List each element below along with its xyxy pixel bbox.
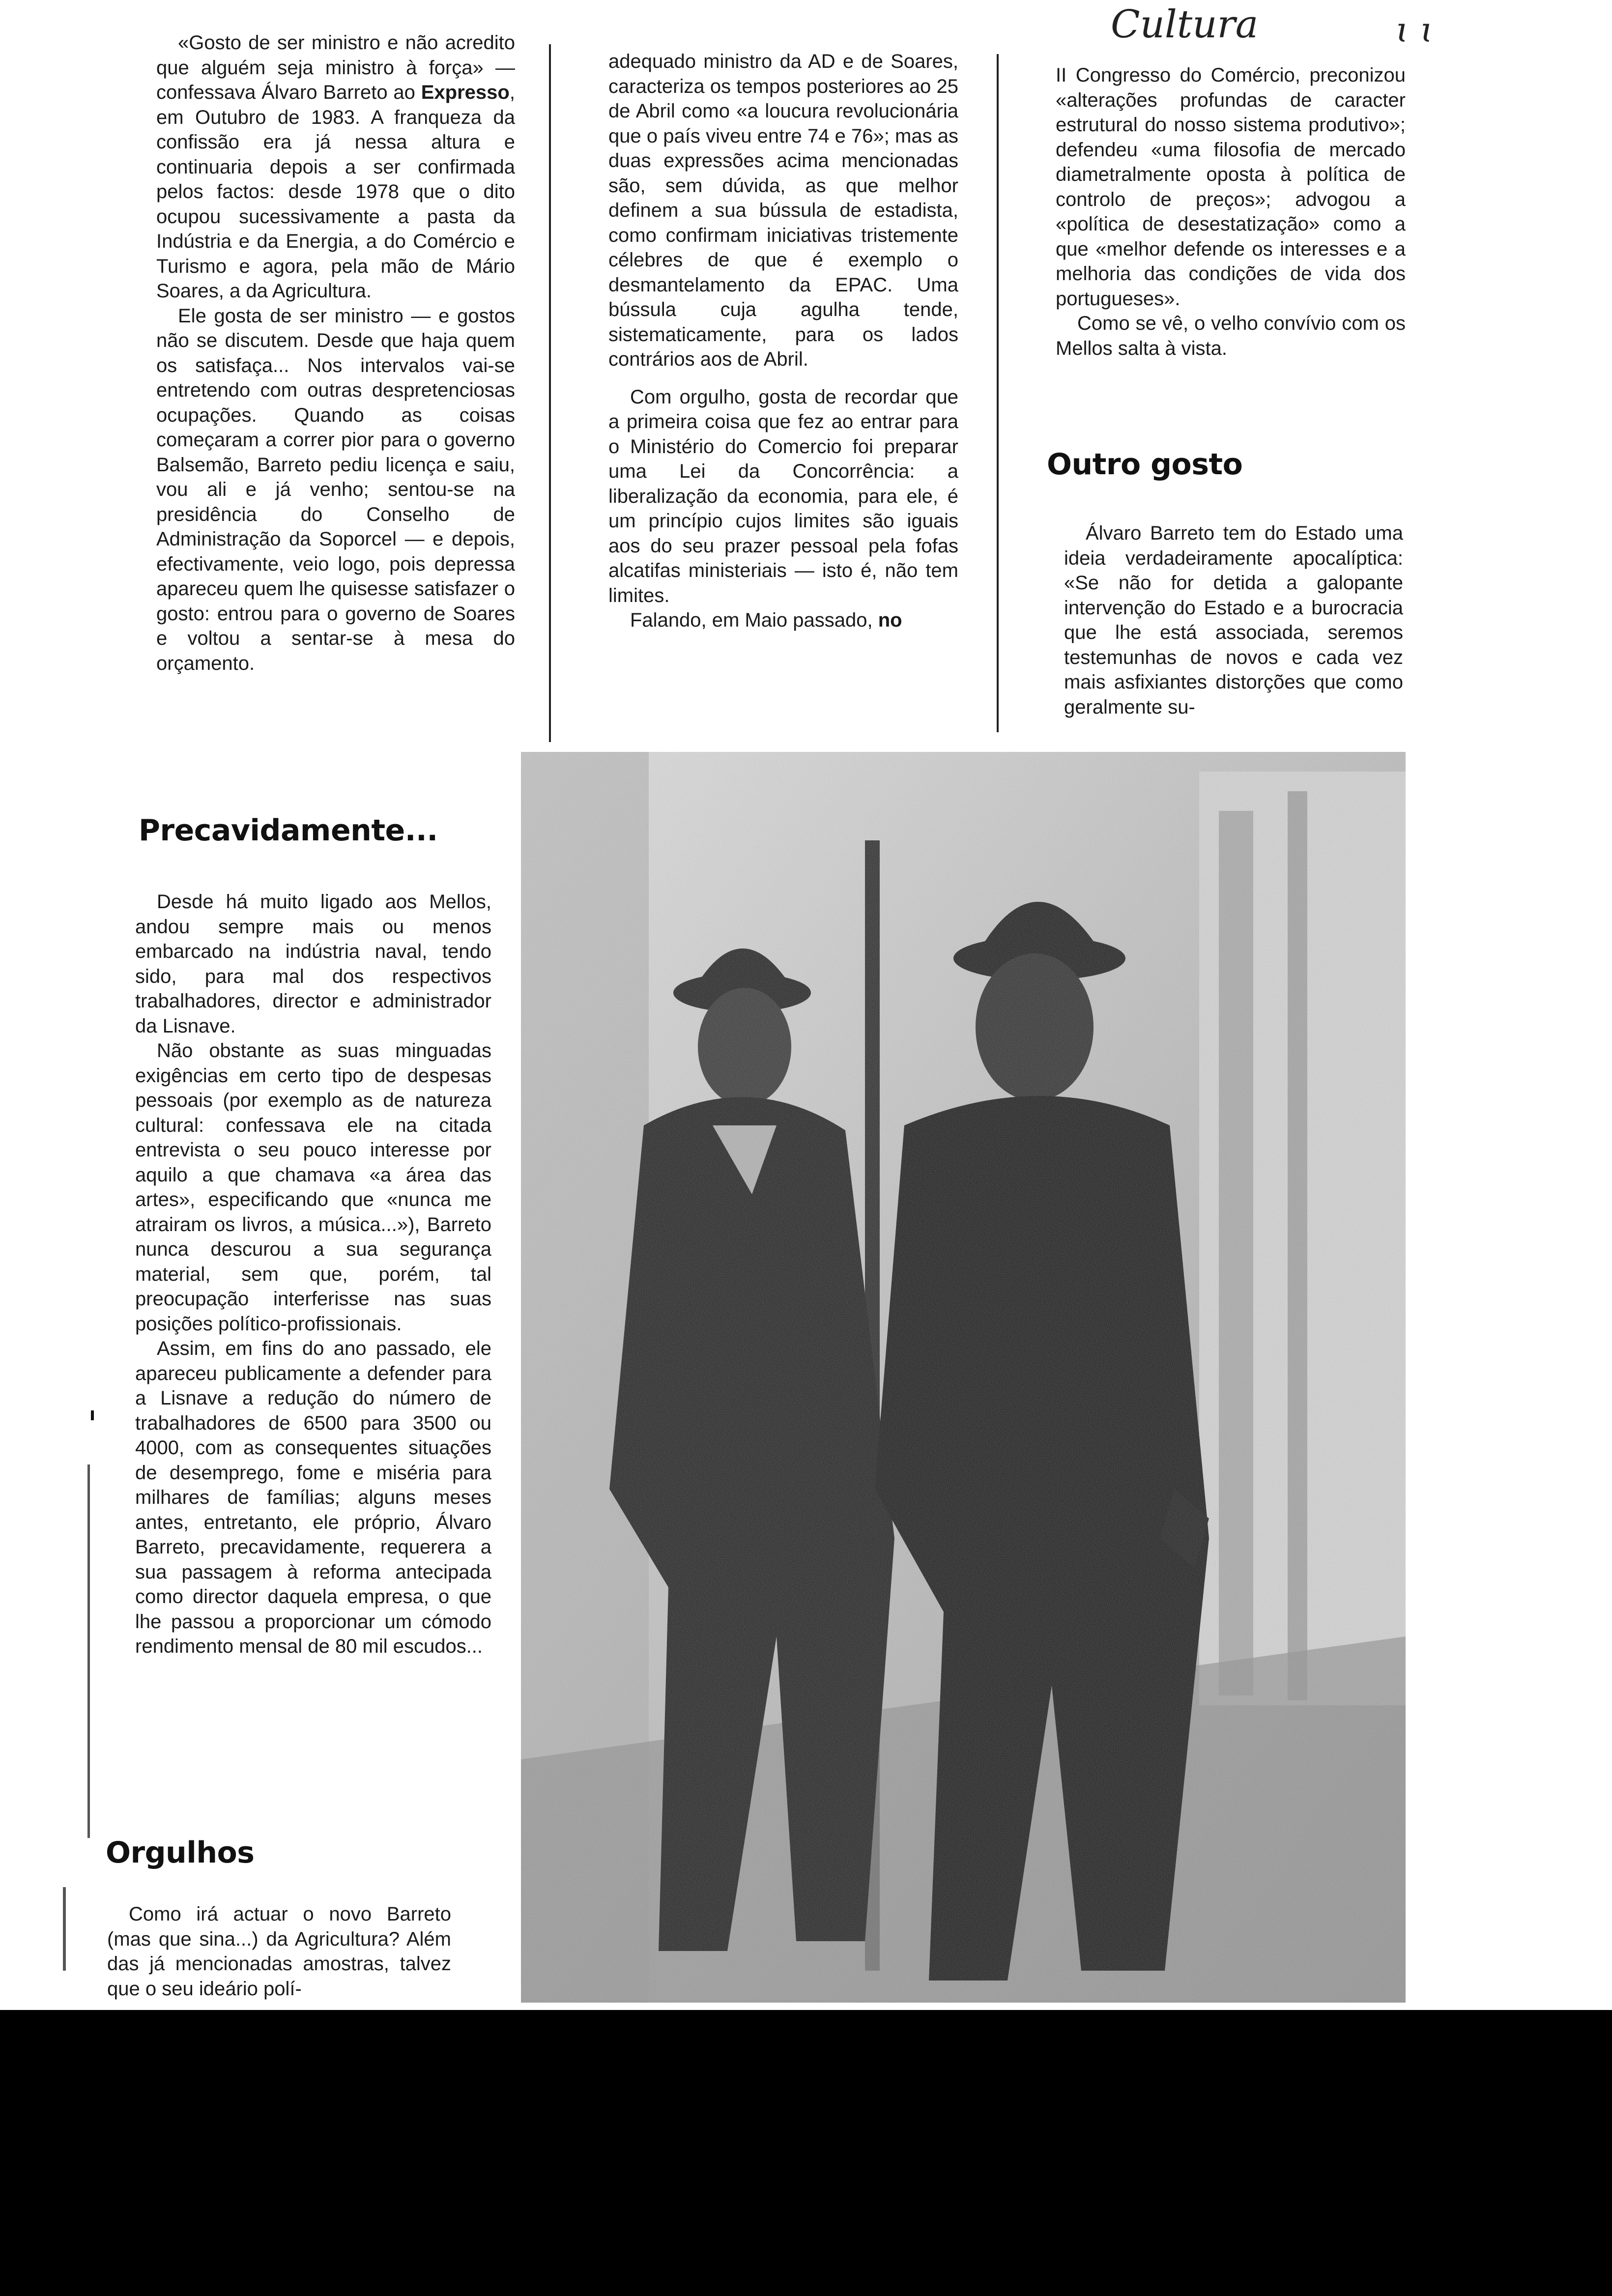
paragraph: Assim, em fins do ano passado, ele apareceu publicamente a defender para a Lisnave a redução do número de trabalhadores de 6500 para 3500 ou 4000, com as consequentes situações de desemprego, fome e miséria para milhares de famílias; alguns meses antes, entretanto, ele próprio, Álvaro Barreto, precavidamente, requerera a sua passagem à reforma antecipada como director daquela empresa, o que lhe passou a proporcionar um cómodo rendimento mensal de 80 mil escudos... [135, 1338, 491, 1657]
scan-black-margin [0, 2010, 1612, 2296]
subheading-outro-gosto: Outro gosto [1047, 447, 1243, 482]
article-column-3 [1056, 63, 1406, 361]
publication-name: Expresso [421, 82, 510, 103]
paragraph: Ele gosta de ser ministro — e gostos não se discutem. Desde que haja quem os satisfaça... Nos intervalos vai-se entretendo com outras despretenciosas ocupações. Quando as coisas começaram a correr pior para o governo Balsemão, Barreto pediu licença e saiu, vou ali e já venho; sentou-se na presidência do Conselho de Administração da Soporcel — e depois, efectivamente, veio logo, pois depressa apareceu quem lhe quisesse satisfazer o gosto: entrou para o governo de Soares e voltou a sentar-se à mesa do orçamento. [156, 305, 515, 674]
scan-artifact [91, 1410, 94, 1420]
article-column-1 [156, 30, 515, 676]
handwritten-mark-tick: ɩ ɩ [1396, 10, 1434, 50]
subheading-orgulhos: Orgulhos [106, 1836, 255, 1870]
paragraph: Falando, em Maio passado, no [630, 609, 902, 631]
article-column-3-outro-gosto [1064, 521, 1403, 719]
subheading-precavidamente: Precavidamente... [139, 813, 438, 848]
paragraph: Como irá actuar o novo Barreto (mas que sina...) da Agricultura? Além das já mencionadas amostras, talvez que o seu ideário polí- [107, 1903, 451, 2000]
scan-artifact [87, 1464, 90, 1838]
scan-artifact [63, 1887, 66, 1971]
paragraph: Álvaro Barreto tem do Estado uma ideia verdadeiramente apocalíptica: «Se não for detida a galopante intervenção do Estado e a burocracia que lhe está associada, seremos testemunhas de novos e cada vez mais asfixiantes distorções que como geralmente su- [1064, 522, 1403, 718]
article-column-1-precavidamente [135, 890, 491, 1659]
paragraph: Como se vê, o velho convívio com os Mellos salta à vista. [1056, 313, 1406, 359]
news-photograph [521, 752, 1406, 2003]
paragraph: «Gosto de ser ministro e não acredito que alguém seja ministro à força» — confessava Álvaro Barreto ao Expresso, em Outubro de 1983. A franqueza da confissão era já nessa altura e continuaria depois a ser confirmada pelos factos: desde 1978 que o dito ocupou sucessivamente a pasta da Indústria e da Energia, a do Comércio e Turismo e agora, pela mão de Mário Soares, a da Agricultura. [156, 32, 515, 302]
article-column-1-orgulhos [107, 1902, 451, 2001]
handwritten-mark: Cultura [1111, 2, 1259, 47]
paragraph: Não obstante as suas minguadas exigências em certo tipo de despesas pessoais (por exemplo as de natureza cultural: confessava ele na citada entrevista o seu pouco interesse por aquilo a que chamava «a área das artes», especificando que «nunca me atrairam os livros, a música...»), Barreto nunca descurou a sua segurança material, sem que, porém, tal preocupação interferisse nas suas posições político-profissionais. [135, 1040, 491, 1335]
article-column-2 [608, 49, 958, 633]
paragraph: adequado ministro da AD e de Soares, caracteriza os tempos posteriores ao 25 de Abril como «a loucura revolucionária que o país viveu entre 74 e 76»; mas as duas expressões acima mencionadas são, sem dúvida, as que melhor definem a sua bússula de estadista, como confirmam iniciativas tristemente célebres de que é exemplo o desmantelamento da EPAC. Uma bússula cuja agulha tende, sistematicamente, para os lados contrários aos de Abril. [608, 51, 958, 370]
paragraph: II Congresso do Comércio, preconizou «alterações profundas de caracter estrutural do nosso sistema produtivo»; defendeu «uma filosofia de mercado diametralmente oposta à política de controlo de preços»; advogou a «política de desestatização» como a que «melhor defende os interesses e a melhoria das condições de vida dos portugueses». [1056, 64, 1406, 310]
paragraph: Desde há muito ligado aos Mellos, andou sempre mais ou menos embarcado na indústria naval, tendo sido, para mal dos respectivos trabalhadores, director e administrador da Lisnave. [135, 891, 491, 1037]
paragraph: Com orgulho, gosta de recordar que a primeira coisa que fez ao entrar para o Ministério do Comercio foi preparar uma Lei da Concorrência: a liberalização da economia, para ele, é um princípio cujos limites são iguais aos do seu prazer pessoal pela fofas alcatifas ministeriais — isto é, não tem limites. [608, 386, 958, 606]
column-rule-1 [549, 44, 551, 742]
photo-two-men-walking [521, 752, 1406, 2003]
column-rule-2 [997, 54, 999, 732]
